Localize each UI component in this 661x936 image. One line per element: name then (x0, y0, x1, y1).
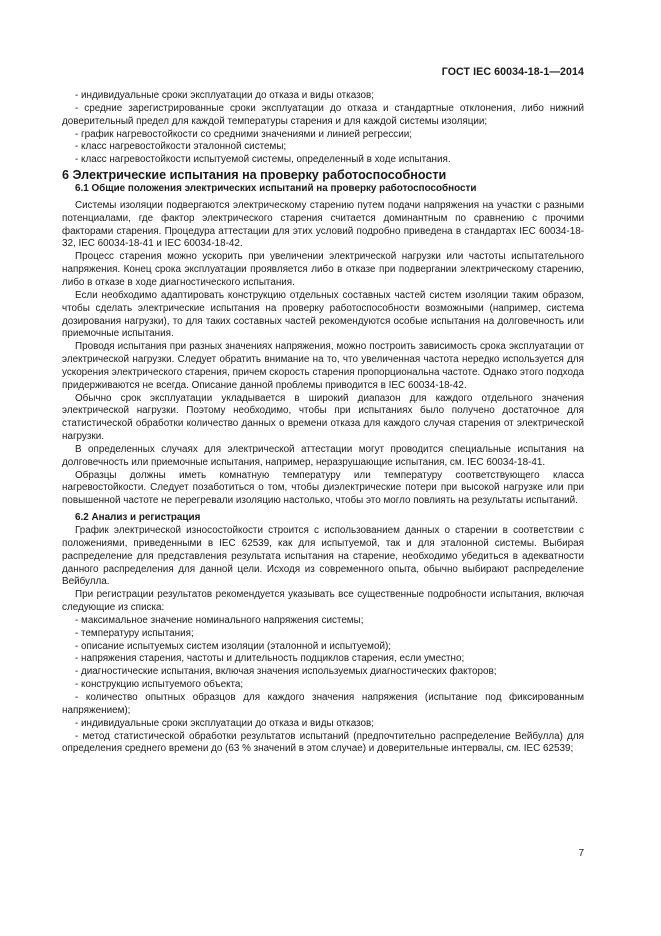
section-6-2-heading: 6.2 Анализ и регистрация (75, 512, 201, 524)
list-item: - метод статистической обработки результатов испытаний (предпочтительно распределение Вейбулла) для определения среднего времени до (63 % значений в этом случае) и доверительные интервалы, см. IEC 62539; (62, 730, 584, 755)
list-item: - индивидуальные сроки эксплуатации до отказа и виды отказов; (75, 717, 374, 729)
list-item: - температуру испытания; (75, 627, 194, 639)
paragraph: Образцы должны иметь комнатную температуру или температуру соответствующего класса нагревостойкости. Следует позаботиться о том, чтобы диэлектрические потери при высокой нагрузке или при повышенной частоте не перегревали изоляцию настолько, чтобы это могло повлиять на результаты испытаний. (62, 469, 584, 507)
section-6-1-heading: 6.1 Общие положения электрических испытаний на проверку работоспособности (75, 183, 477, 195)
list-item: - напряжения старения, частоты и длительность подциклов старения, если уместно; (75, 653, 465, 665)
list-item: - конструкцию испытуемого объекта; (75, 679, 244, 691)
paragraph: Проводя испытания при разных значениях напряжения, можно построить зависимость срока эксплуатации от электрической нагрузки. Следует обратить внимание на то, что увеличенная частота нередко используется для ускорения электрического старения, причем скорость старения пропорциональна частоте. Однако этого подхода придерживаются не всегда. Описание данной проблемы приводится в IEC 60034-18-42. (62, 341, 584, 391)
paragraph: В определенных случаях для электрической аттестации могут проводится специальные испытания на долговечность или приемочные испытания, например, неразрушающие испытания, см. IEC 60034-18-41. (62, 443, 584, 468)
list-item: - класс нагревостойкости испытуемой системы, определенный в ходе испытания. (75, 154, 451, 166)
list-item: - класс нагревостойкости эталонной системы; (75, 141, 287, 153)
list-item: - график нагревостойкости со средними значениями и линией регрессии; (75, 128, 412, 140)
list-item: - максимальное значение номинального напряжения системы; (75, 614, 364, 626)
list-item: - описание испытуемых систем изоляции (эталонной и испытуемой); (75, 640, 391, 652)
document-code-header: ГОСТ IEC 60034-18-1—2014 (441, 66, 584, 78)
paragraph: Если необходимо адаптировать конструкцию отдельных составных частей систем изоляции таким образом, чтобы сделать электрические испытания на проверку работоспособности возможными (например, система дозирования нагрузки), то для таких составных частей рекомендуются особые испытания на долговечность или приемочные испытания. (62, 289, 584, 340)
list-item: - диагностические испытания, включая значения используемых диагностических факторов; (75, 666, 497, 678)
paragraph: При регистрации результатов рекомендуется указывать все существенные подробности испытания, включая следующие из списка: (62, 589, 584, 614)
paragraph: Процесс старения можно ускорить при увеличении электрической нагрузки или частоты испытательного напряжения. Конец срока эксплуатации проявляется либо в отказе при подвергании электрическому старению, либо в отказе в ходе диагностического испытания. (62, 251, 584, 288)
paragraph: Обычно срок эксплуатации укладывается в широкий диапазон для каждого отдельного значения электрической нагрузки. Поэтому необходимо, чтобы при испытаниях было получено достаточное для статистической обработки количество данных о времени отказа для каждого случая старения от электрической нагрузки. (62, 392, 584, 443)
list-item: - индивидуальные сроки эксплуатации до отказа и виды отказов; (75, 90, 374, 101)
page-number: 7 (578, 848, 584, 859)
paragraph: Системы изоляции подвергаются электрическому старению путем подачи напряжения на участки с разными потенциалами, где фактор электрического старения считается доминантным по сравнению с прочими факторами старения. Процедура аттестации для этих условий подробно приведена в стандартах IEC 60034-18-32, IEC 60034-18-41 и IEC 60034-18-42. (62, 199, 584, 250)
list-item: - количество опытных образцов для каждого значения напряжения (испытание под фиксированным напряжением); (62, 691, 584, 716)
list-item: - средние зарегистрированные сроки эксплуатации до отказа и стандартные отклонения, либо нижний доверительный предел для каждой температуры старения и для каждой системы изоляции; (62, 102, 584, 127)
document-body (62, 90, 584, 756)
section-6-heading: 6 Электрические испытания на проверку работоспособности (62, 168, 447, 183)
paragraph: График электрической износостойкости строится с использованием данных о старении в соответствии с положениями, приведенными в IEC 62539, как для испытуемой, так и для эталонной системы. Выбирая распределение для представления результата испытания на старение, необходимо убедиться в адекватности данного распределения для данной цели. Исходя из современного опыта, обычно выбирают распределение Вейбулла. (62, 525, 584, 588)
